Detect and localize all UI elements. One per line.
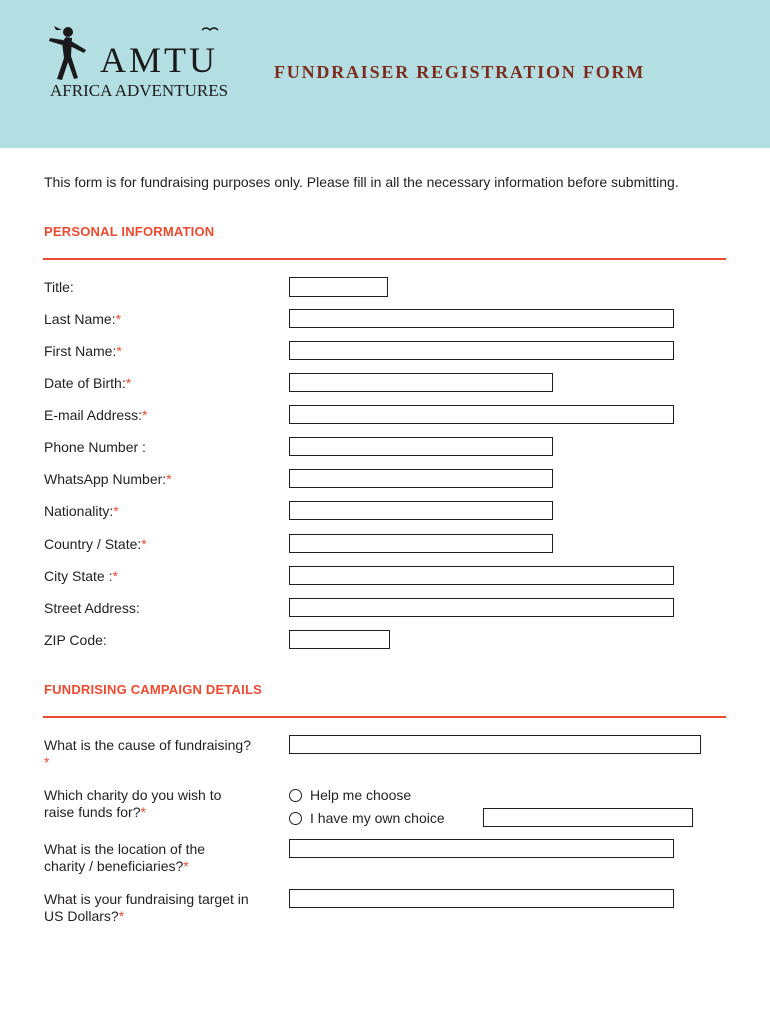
first-name-label: First Name:* <box>44 343 122 359</box>
first-name-input[interactable] <box>289 341 674 360</box>
campaign-details-heading: FUNDRISING CAMPAIGN DETAILS <box>44 682 262 697</box>
title-label: Title: <box>44 279 74 295</box>
target-input[interactable] <box>289 889 674 908</box>
dob-input[interactable] <box>289 373 553 392</box>
whatsapp-label: WhatsApp Number:* <box>44 471 172 487</box>
radio-button[interactable] <box>289 812 302 825</box>
radio-button[interactable] <box>289 789 302 802</box>
dob-label: Date of Birth:* <box>44 375 132 391</box>
location-label: What is the location of the charity / beneficiaries?* <box>44 841 206 874</box>
last-name-label: Last Name:* <box>44 311 122 327</box>
section-divider <box>43 258 726 260</box>
city-state-input[interactable] <box>289 566 674 585</box>
title-input[interactable] <box>289 277 388 297</box>
last-name-input[interactable] <box>289 309 674 328</box>
nationality-label: Nationality:* <box>44 503 119 519</box>
radio-help-me-choose[interactable]: Help me choose <box>289 787 411 804</box>
cause-label: What is the cause of fundraising? * <box>44 737 252 770</box>
phone-label: Phone Number : <box>44 439 146 455</box>
zip-code-label: ZIP Code: <box>44 632 107 648</box>
intro-text: This form is for fundraising purposes only. Please fill in all the necessary information before submitting. <box>44 174 679 190</box>
logo-wordmark: AMTU <box>100 40 218 80</box>
charity-label: Which charity do you wish to raise funds for?* <box>44 787 222 820</box>
section-divider <box>43 716 726 718</box>
nationality-input[interactable] <box>289 501 553 520</box>
logo-subtitle: AFRICA ADVENTURES <box>50 81 229 100</box>
city-state-label: City State :* <box>44 568 118 584</box>
target-label: What is your fundraising target in US Dollars?* <box>44 891 249 924</box>
email-label: E-mail Address:* <box>44 407 148 423</box>
amtu-logo <box>42 18 257 108</box>
own-choice-input[interactable] <box>483 808 693 827</box>
street-address-input[interactable] <box>289 598 674 617</box>
country-state-label: Country / State:* <box>44 536 147 552</box>
personal-info-heading: PERSONAL INFORMATION <box>44 224 215 239</box>
form-title: FUNDRAISER REGISTRATION FORM <box>274 62 646 82</box>
cause-input[interactable] <box>289 735 701 754</box>
zip-code-input[interactable] <box>289 630 390 649</box>
country-state-input[interactable] <box>289 534 553 553</box>
whatsapp-input[interactable] <box>289 469 553 488</box>
street-address-label: Street Address: <box>44 600 140 616</box>
header-banner <box>0 0 770 148</box>
radio-own-choice[interactable]: I have my own choice <box>289 810 445 827</box>
email-input[interactable] <box>289 405 674 424</box>
phone-input[interactable] <box>289 437 553 456</box>
location-input[interactable] <box>289 839 674 858</box>
